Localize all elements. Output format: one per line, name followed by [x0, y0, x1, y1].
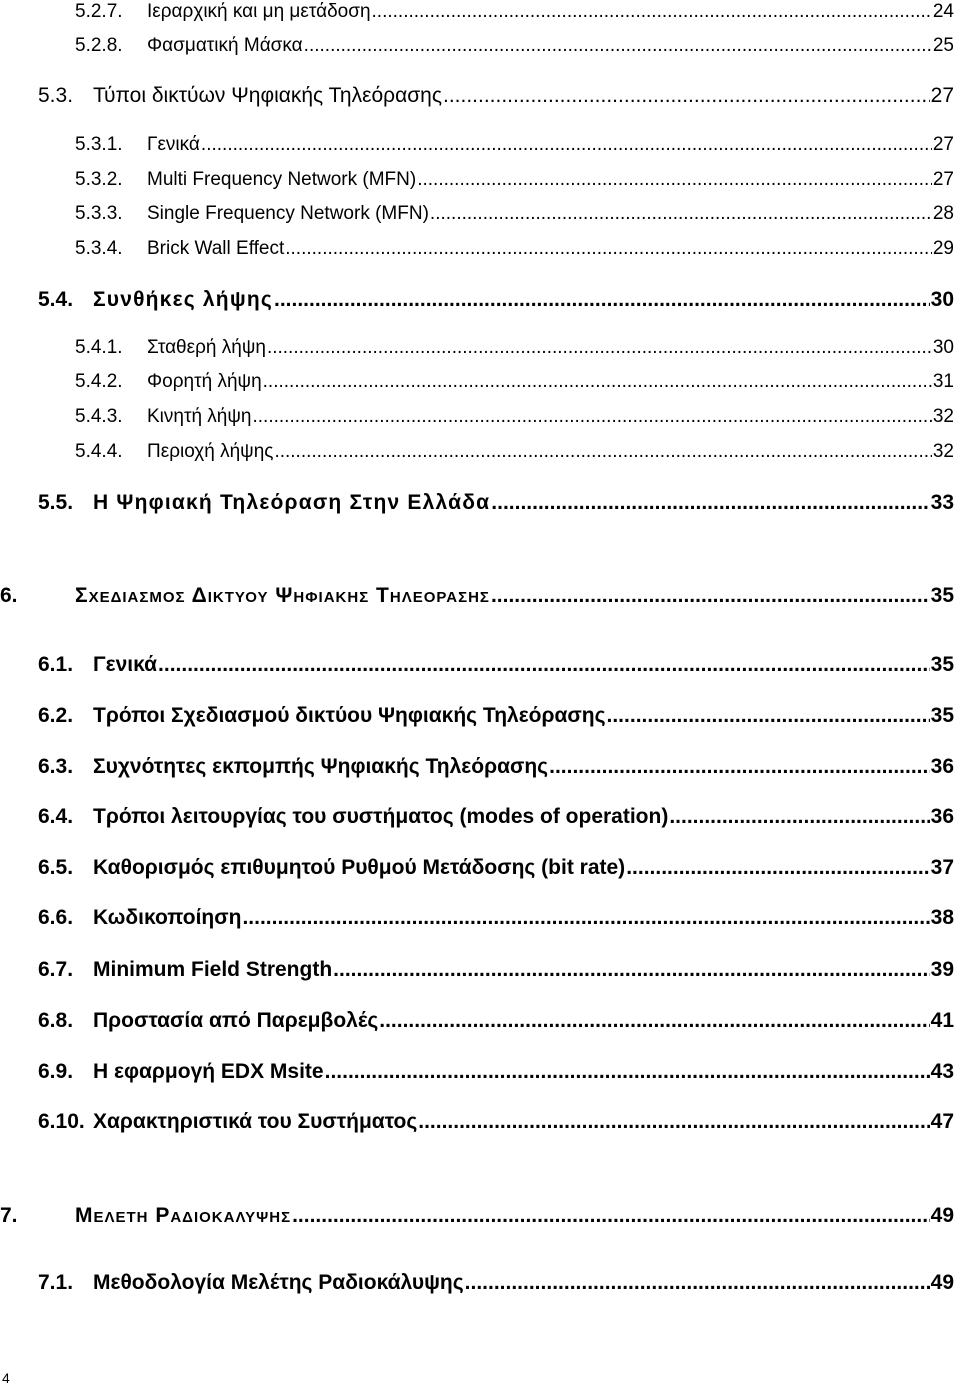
toc-dot-leader: [333, 959, 929, 980]
toc-entry[interactable]: [38, 85, 954, 106]
toc-entry[interactable]: [38, 806, 954, 827]
toc-entry-number: 6.9.: [38, 1060, 74, 1083]
toc-entry-number: 6.: [0, 584, 18, 607]
toc-entry[interactable]: [38, 959, 954, 980]
toc-entry-number: 6.6.: [38, 906, 74, 929]
toc-entry-number: 6.3.: [38, 755, 74, 778]
toc-entry-title: Γενικά: [93, 653, 158, 676]
toc-entry-title: Τρόποι Σχεδιασμού δικτύου Ψηφιακής Τηλεόρασης: [93, 704, 606, 727]
toc-entry-title: Σχεδιασμος Δικτυου Ψηφιακης Τηλεορασης: [75, 584, 490, 607]
toc-entry-page: 47: [930, 1110, 954, 1133]
toc-entry-page: 43: [930, 1060, 954, 1083]
toc-entry-title: Συνθήκες λήψης: [93, 288, 273, 311]
toc-entry-page: 35: [930, 653, 954, 676]
toc-entry-title: Η εφαρμογή EDX Msite: [93, 1060, 324, 1083]
toc-entry-page: 36: [930, 805, 954, 828]
toc-entry-title: Η Ψηφιακή Τηλεόραση Στην Ελλάδα: [93, 491, 491, 514]
toc-entry-number: 6.7.: [38, 958, 74, 981]
toc-entry-number: 6.4.: [38, 805, 74, 828]
toc-entry-title: Καθορισμός επιθυμητού Ρυθμού Μετάδοσης (bit rate): [93, 856, 626, 879]
toc-dot-leader: [253, 407, 932, 426]
toc-entry-page: 41: [930, 1009, 954, 1032]
toc-dot-leader: [372, 2, 932, 21]
toc-entry-page: 39: [930, 958, 954, 981]
toc-entry-number: 5.4.3.: [75, 406, 123, 427]
toc-entry-title: Προστασία από Παρεμβολές: [93, 1009, 379, 1032]
toc-entry-number: 5.2.8.: [75, 35, 123, 56]
toc-dot-leader: [274, 289, 930, 310]
toc-entry-page: 32: [932, 406, 954, 427]
toc-entry-page: 32: [932, 441, 954, 462]
toc-entry-title: Ιεραρχική και μη μετάδοση: [147, 1, 371, 22]
toc-entry[interactable]: [38, 705, 954, 726]
toc-entry-number: 5.4.: [38, 288, 74, 311]
toc-entry-number: 7.: [0, 1204, 18, 1227]
toc-entry[interactable]: [38, 756, 954, 777]
toc-dot-leader: [430, 204, 932, 223]
toc-dot-leader: [379, 1010, 929, 1031]
toc-entry-number: 6.5.: [38, 856, 74, 879]
toc-entry-number: 5.3.1.: [75, 134, 123, 155]
toc-entry-page: 49: [930, 1204, 954, 1227]
toc-entry-number: 5.3.2.: [75, 169, 123, 190]
toc-dot-leader: [304, 36, 932, 55]
toc-entry[interactable]: [75, 372, 954, 391]
toc-entry[interactable]: [75, 36, 954, 55]
toc-entry-number: 5.3.3.: [75, 203, 123, 224]
toc-entry-page: 24: [932, 1, 954, 22]
toc-entry[interactable]: [75, 135, 954, 154]
toc-entry-number: 7.1.: [38, 1271, 74, 1294]
toc-entry-number: 5.3.4.: [75, 238, 123, 259]
toc-entry-title: Χαρακτηριστικά του Συστήματος: [93, 1110, 418, 1133]
toc-dot-leader: [443, 85, 930, 106]
toc-dot-leader: [491, 492, 929, 513]
toc-dot-leader: [417, 170, 932, 189]
toc-entry-page: 29: [932, 238, 954, 259]
toc-dot-leader: [607, 705, 930, 726]
toc-entry[interactable]: [75, 239, 954, 258]
toc-entry-title: Brick Wall Effect: [147, 238, 285, 259]
toc-entry-number: 6.8.: [38, 1009, 74, 1032]
toc-dot-leader: [285, 239, 932, 258]
toc-dot-leader: [201, 135, 932, 154]
toc-entry-number: 5.4.4.: [75, 441, 123, 462]
toc-entry-page: 27: [930, 84, 954, 107]
toc-dot-leader: [267, 338, 932, 357]
toc-entry-page: 30: [930, 288, 954, 311]
toc-entry-title: Multi Frequency Network (MFN): [147, 169, 417, 190]
toc-entry-number: 5.5.: [38, 491, 74, 514]
toc-entry-number: 5.4.1.: [75, 337, 123, 358]
toc-entry-page: 31: [932, 371, 954, 392]
toc-dot-leader: [549, 756, 930, 777]
toc-entry-title: Μεθοδολογία Μελέτης Ραδιοκάλυψης: [93, 1271, 464, 1294]
toc-dot-leader: [669, 806, 929, 827]
toc-entry[interactable]: [38, 492, 954, 513]
toc-entry[interactable]: [38, 1272, 954, 1293]
toc-entry-title: Σταθερή λήψη: [147, 337, 266, 358]
toc-entry-page: 30: [932, 337, 954, 358]
toc-dot-leader: [274, 442, 931, 461]
toc-entry-number: 6.10.: [38, 1110, 85, 1133]
toc-dot-leader: [418, 1111, 929, 1132]
toc-entry-number: 5.2.7.: [75, 1, 123, 22]
toc-entry[interactable]: [38, 289, 954, 310]
toc-entry[interactable]: [38, 907, 954, 928]
toc-entry-page: 33: [930, 491, 954, 514]
toc-entry[interactable]: [38, 1111, 954, 1132]
toc-entry[interactable]: [38, 1061, 954, 1082]
toc-entry-page: 27: [932, 134, 954, 155]
toc-entry[interactable]: [75, 407, 954, 426]
toc-entry[interactable]: [38, 857, 954, 878]
toc-entry-title: Μελετη Ραδιοκαλυψης: [75, 1204, 292, 1227]
toc-entry[interactable]: [75, 338, 954, 357]
toc-entry[interactable]: [75, 2, 954, 21]
toc-entry-title: Τύποι δικτύων Ψηφιακής Τηλεόρασης: [93, 84, 442, 107]
toc-entry-page: 35: [930, 704, 954, 727]
toc-entry-title: Κινητή λήψη: [147, 406, 252, 427]
toc-entry-number: 6.1.: [38, 653, 74, 676]
toc-entry-page: 27: [932, 169, 954, 190]
toc-entry-page: 49: [930, 1271, 954, 1294]
toc-dot-leader: [626, 857, 929, 878]
toc-dot-leader: [158, 654, 930, 675]
toc-entry[interactable]: [75, 170, 954, 189]
toc-dot-leader: [491, 585, 930, 606]
toc-entry-title: Φασματική Μάσκα: [147, 35, 303, 56]
toc-entry-page: 25: [932, 35, 954, 56]
toc-dot-leader: [263, 372, 932, 391]
toc-entry-page: 37: [930, 856, 954, 879]
toc-entry[interactable]: [75, 442, 954, 461]
toc-entry-number: 5.4.2.: [75, 371, 123, 392]
toc-dot-leader: [325, 1061, 930, 1082]
toc-entry-title: Single Frequency Network (MFN): [147, 203, 429, 224]
page-number: 4: [2, 1370, 10, 1386]
toc-chapter-entry[interactable]: [0, 585, 954, 606]
toc-entry[interactable]: [75, 204, 954, 223]
toc-entry-page: 36: [930, 755, 954, 778]
toc-entry-title: Περιοχή λήψης: [147, 441, 274, 462]
toc-entry-title: Γενικά: [147, 134, 200, 155]
toc-entry-title: Minimum Field Strength: [93, 958, 333, 981]
toc-entry-number: 5.3.: [38, 84, 74, 107]
toc-chapter-entry[interactable]: [0, 1205, 954, 1226]
toc-entry-number: 6.2.: [38, 704, 74, 727]
toc-entry-page: 38: [930, 906, 954, 929]
toc-dot-leader: [292, 1205, 930, 1226]
toc-entry[interactable]: [38, 654, 954, 675]
toc-dot-leader: [465, 1272, 930, 1293]
toc-entry-title: Φορητή λήψη: [147, 371, 262, 392]
toc-entry-title: Τρόποι λειτουργίας του συστήματος (modes of operation): [93, 805, 669, 828]
toc-entry-title: Κωδικοποίηση: [93, 906, 242, 929]
toc-entry[interactable]: [38, 1010, 954, 1031]
toc-dot-leader: [242, 907, 929, 928]
toc-entry-page: 28: [932, 203, 954, 224]
toc-entry-page: 35: [930, 584, 954, 607]
toc-entry-title: Συχνότητες εκπομπής Ψηφιακής Τηλεόρασης: [93, 755, 549, 778]
